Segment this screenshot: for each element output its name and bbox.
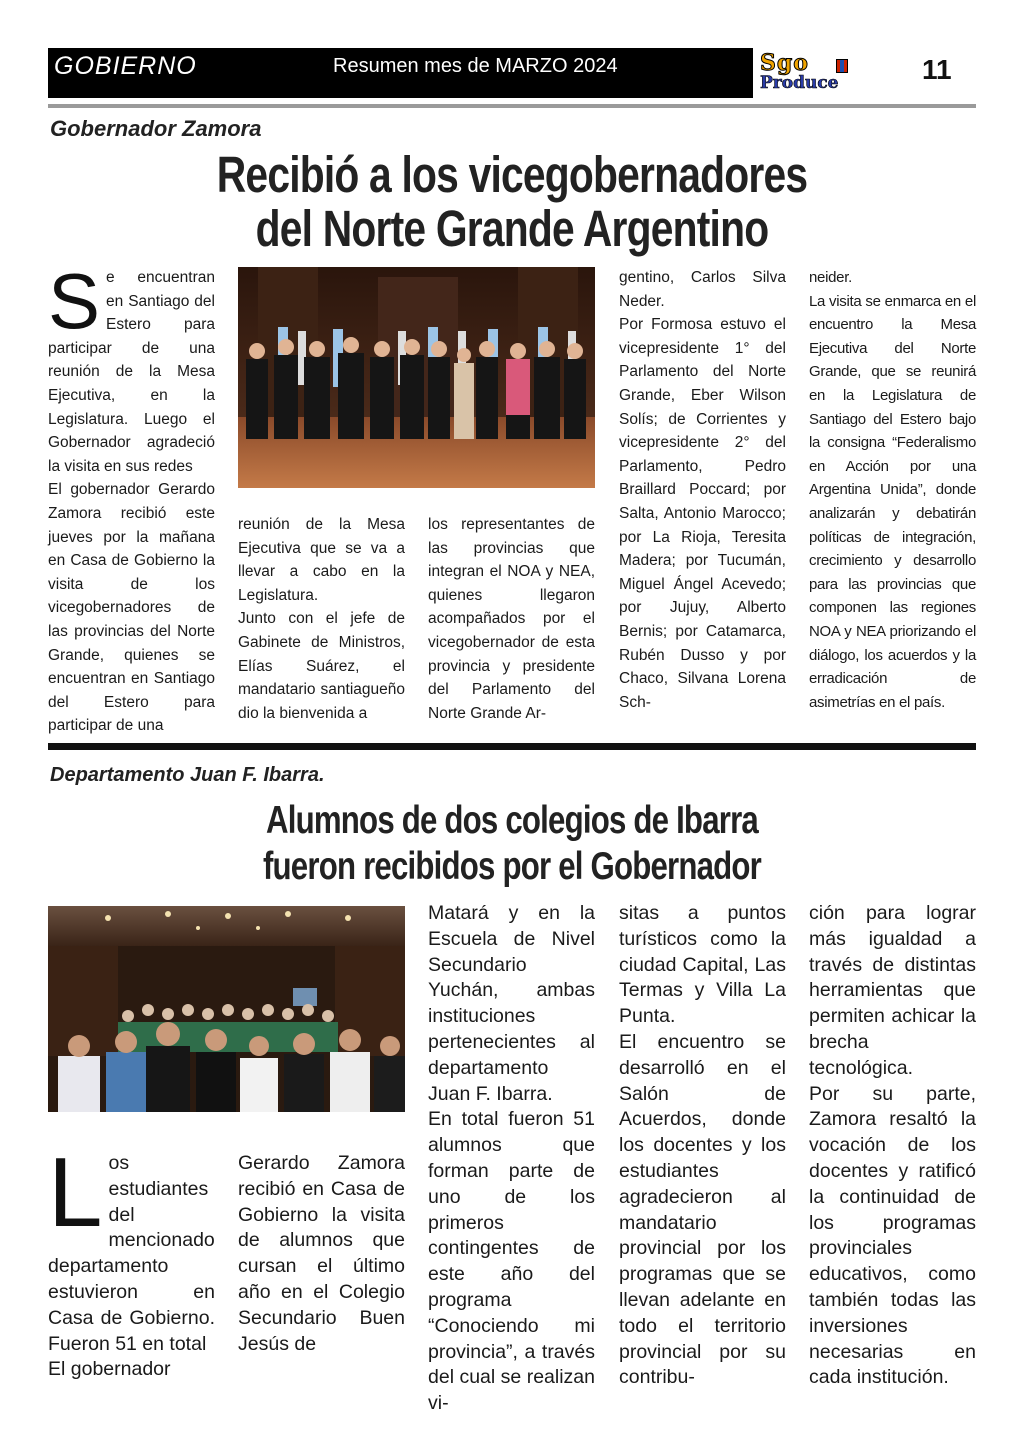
flag-icon bbox=[836, 59, 848, 73]
article1-headline-line1: Recibió a los vicegobernadores bbox=[216, 146, 808, 203]
article1-column-2 bbox=[238, 513, 405, 725]
article1-col1-p2: El gobernador Gerardo Zamora recibió este jueves por la mañana en Casa de Gobierno la visita de los vicegobernadores de las provincias del Norte Grande, quienes se encuentran en Santiago del Estero para participar de una bbox=[48, 481, 215, 735]
article2-headline-line2: fueron recibidos por el Gobernador bbox=[262, 845, 762, 888]
logo-text-top: Sgo bbox=[760, 50, 809, 76]
article2-column-5 bbox=[809, 901, 976, 1391]
vicegobernadores-photo bbox=[238, 267, 595, 488]
article1-col5-p2: La visita se enmarca en el encuentro la Mesa Ejecutiva del Norte Grande, que se reunirá en la Legislatura de Santiago del Estero bajo la consigna “Federalismo en Acción por una Argentina Unida”, donde analizarán y debatirán políticas de integración, crecimiento y desarrollo para las provincias que componen las regiones NOA y NEA priorizando el diálogo, los acuerdos y la erradicación de asimetrías en el país. bbox=[809, 292, 976, 711]
students-photo-illustration bbox=[48, 906, 405, 1112]
article1-headline bbox=[102, 148, 921, 256]
article2-col4-p1: sitas a puntos turísticos como la ciudad Capital, Las Termas y Villa La Punta. bbox=[619, 902, 786, 1028]
article1-column-5 bbox=[809, 266, 976, 714]
article1-col4-p1: gentino, Carlos Silva Neder. bbox=[619, 269, 786, 310]
logo-text-bottom: Produce bbox=[760, 73, 839, 93]
article2-headline-line1: Alumnos de dos colegios de Ibarra bbox=[266, 799, 758, 842]
article2-headline bbox=[102, 798, 921, 890]
article2-col5-p2: Por su parte, Zamora resaltó la vocación de los docentes y ratificó la continuidad de los programas provinciales educativos, como también todas las inversiones necesarias en cada institución. bbox=[809, 1082, 976, 1389]
alumnos-photo bbox=[48, 906, 405, 1112]
article1-column-1 bbox=[48, 257, 215, 738]
article1-headline-line2: del Norte Grande Argentino bbox=[255, 200, 769, 257]
header-divider bbox=[48, 104, 976, 108]
page-number: 11 bbox=[922, 54, 952, 85]
article2-column-2 bbox=[238, 1151, 405, 1357]
article2-column-1 bbox=[48, 1137, 215, 1383]
article2-col3-p2: En total fueron 51 alumnos que forman parte de uno de los primeros contingentes de este año del programa “Conociendo mi provincia”, a través del cual se realizan vi- bbox=[428, 1108, 595, 1415]
page-header bbox=[48, 48, 976, 98]
article2-dropcap: L bbox=[48, 1137, 103, 1247]
article2-col3-p1: Matará y en la Escuela de Nivel Secundario Yuchán, ambas instituciones pertenecientes al departamento Juan F. Ibarra. bbox=[428, 902, 595, 1105]
article1-dropcap: S bbox=[48, 257, 101, 345]
group-photo-illustration bbox=[238, 267, 595, 488]
article2-kicker: Departamento Juan F. Ibarra. bbox=[50, 764, 325, 786]
article2-col2-p1: Gerardo Zamora recibió en Casa de Gobierno la visita de alumnos que cursan el último año en el Colegio Secundario Buen Jesús de bbox=[238, 1152, 405, 1355]
sgo-produce-logo bbox=[760, 52, 900, 94]
article1-col4-p2: Por Formosa estuvo el vicepresidente 1° del Parlamento del Norte Grande, Eber Wilson Solís; de Corrientes y vicepresidente 2° del Parlamento, Pedro Braillard Poccard; por Salta, Antonio Marocco; por La Rioja, Teresita Madera; por Tucumán, Miguel Ángel Acevedo; por Jujuy, Alberto Bernis; por Catamarca, Rubén Dusso y por Chaco, Silvana Lorena Sch- bbox=[619, 316, 786, 711]
issue-label: Resumen mes de MARZO 2024 bbox=[333, 55, 618, 77]
article1-col2-p2: Junto con el jefe de Gabinete de Ministros, Elías Suárez, el mandatario santiagueño dio la bienvenida a bbox=[238, 610, 405, 722]
article-divider bbox=[48, 743, 976, 750]
article2-col4-p2: El encuentro se desarrolló en el Salón de Acuerdos, donde los docentes y los estudiantes agradecieron al mandatario provincial por los programas que se llevan adelante en todo el territorio provincial por su contribu- bbox=[619, 1030, 786, 1389]
article1-col1-lead: e encuentran en Santiago del Estero para participar de una reunión de la Mesa Ejecutiva, en la Legislatura. Luego el Gobernador agradeció la visita en sus redes bbox=[48, 269, 215, 475]
article2-column-4 bbox=[619, 901, 786, 1391]
article1-col3-p1: los representantes de las provincias que integran el NOA y NEA, quienes llegaron acompañados por el vicegobernador de esta provincia y presidente del Parlamento del Norte Grande Ar- bbox=[428, 516, 595, 722]
article1-column-3 bbox=[428, 513, 595, 725]
article1-kicker: Gobernador Zamora bbox=[50, 116, 262, 141]
article2-column-3 bbox=[428, 901, 595, 1417]
article2-col5-p1: ción para lograr más igualdad a través de distintas herramientas que permiten achicar la brecha tecnológica. bbox=[809, 902, 976, 1079]
header-bar bbox=[48, 48, 753, 98]
article2-col1-p2: El gobernador bbox=[48, 1358, 171, 1381]
article2-col1-lead: os estudiantes del mencionado departamento estuvieron en Casa de Gobierno. Fueron 51 en total bbox=[48, 1152, 215, 1355]
article1-column-4 bbox=[619, 266, 786, 714]
section-label: GOBIERNO bbox=[54, 52, 197, 80]
article1-col5-p1: neider. bbox=[809, 269, 852, 286]
article1-col2-p1: reunión de la Mesa Ejecutiva que se va a llevar a cabo en la Legislatura. bbox=[238, 516, 405, 604]
